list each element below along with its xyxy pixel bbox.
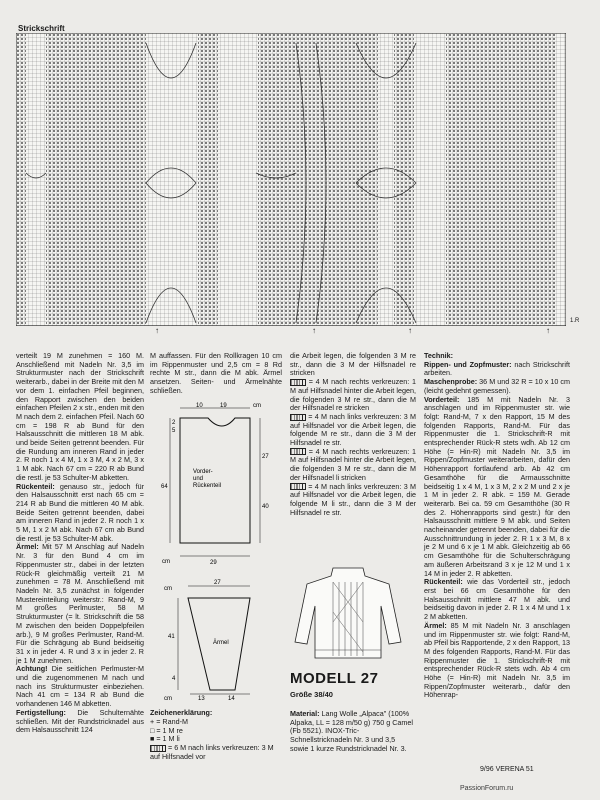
text-column-4 [424, 352, 570, 700]
size-diagram [150, 398, 285, 703]
cable-symbol-icon [290, 448, 306, 455]
paragraph-body: verteilt 19 M zunehmen = 160 M. Anschließend mit Nadeln Nr. 3,5 im Strukturmuster nach der Strickschrift weiterarb., dabei in der Breite mit den M vor dem 1. einfachen Pfeil beginnen, den Rapport zwischen den beiden einfachen Pfeilen 2 x str., enden mit den M nach dem 2. einfachen Pfeil. Nach 60 cm = 198 R ab Bund für den Halsausschnitt die mittleren 18 M abk. und beide Seiten getrennt beenden. Für die Rundung am inneren Rand in jeder 2. R noch 1 x 4 M, 1 x 3 M, 4 x 2 M, 3 x 1 M abk. Nach 67 cm = 220 R ab Bund die restl. je 53 Schulter-M abketten. [16, 351, 144, 482]
paragraph [424, 361, 570, 378]
diagram-bottom-cm: cm [162, 559, 170, 565]
paragraph-body: genauso str., jedoch für den Halsausschnitt erst nach 65 cm = 214 R ab Bund die mittleren 40 M abk. Beide Seiten getrennt beenden, dabei am inneren Rand in jeder 2. R noch 1 x 5 M, 1 x 2 M abk. Nach 67 cm ab Bund die restl. je 53 Schulter-M abk. [16, 481, 144, 543]
sleeve-left-label: 41 [168, 634, 175, 640]
sleeve-cm-label: cm [164, 586, 172, 592]
paragraph-heading: Fertigstellung: [16, 707, 66, 717]
paragraph [424, 622, 570, 700]
diagram-right-label-1: 27 [262, 454, 269, 460]
paragraph-body: = 4 M nach rechts verkreuzen: 1 M auf Hilfsnadel hinter die Arbeit legen, die folgenden 3 M re str., dann die M der Hilfsnadel li stricken [290, 446, 416, 482]
paragraph [424, 378, 570, 395]
paragraph-heading: Ärmel: [16, 542, 39, 552]
text-column-2 [150, 352, 282, 396]
paragraph [16, 709, 144, 735]
diagram-left-label-3: 64 [161, 484, 168, 490]
legend-item-purl: ■ = 1 M li [150, 734, 180, 744]
diagram-center-label: Vorder-und Rückenteil [193, 469, 222, 489]
sleeve-bottom-cm: cm [164, 696, 172, 702]
model-title: MODELL 27 [290, 670, 379, 687]
diagram-left-label-2: 5 [172, 428, 176, 434]
sleeve-bottom-left: 4 [172, 676, 176, 682]
legend-title: Zeichenerklärung: [150, 708, 213, 717]
paragraph-body: M auffassen. Für den Rollkragen 10 cm im Rippenmuster und 2,5 cm = 8 Rd rechte M str., dann die M abk. Ärmel ansetzen. Seiten- und Ärmelnähte schließen. [150, 351, 282, 395]
paragraph-body: = 4 M nach links verkreuzen: 3 M auf Hilfsnadel vor die Arbeit legen, die folgende M re str., dann die 3 M der Hilfsnadel re str. [290, 411, 416, 448]
paragraph-body: Die Schulternähte schließen. Mit der Rundstricknadel aus dem Halsausschnitt 124 [16, 707, 144, 735]
knitting-chart [16, 33, 566, 326]
cable-symbol-icon [290, 414, 306, 421]
paragraph [290, 413, 416, 448]
paragraph-heading: Rückenteil: [16, 481, 55, 491]
page-footer: 9/96 VERENA 51 [480, 766, 534, 773]
paragraph-body: 36 M und 32 R = 10 x 10 cm (leicht gedehnt gemessen). [424, 377, 570, 395]
model-size: Größe 38/40 [290, 690, 333, 699]
diagram-bottom-width: 29 [210, 560, 217, 566]
material-heading: Material: [290, 709, 320, 718]
watermark: PassionForum.ru [460, 785, 514, 792]
diagram-top-label-2: 19 [220, 403, 227, 409]
paragraph [150, 352, 282, 396]
chart-title: Strickschrift [18, 24, 65, 33]
cable-symbol-icon [290, 483, 306, 490]
paragraph [290, 483, 416, 518]
paragraph-body: = 4 M nach links verkreuzen: 3 M auf Hilfsnadel vor die Arbeit legen, die folgende M li str., dann die 3 M der Hilfsnadel re str. [290, 481, 416, 517]
legend [150, 718, 285, 762]
paragraph [290, 352, 416, 378]
paragraph [424, 578, 570, 622]
paragraph-body: Die seitlichen Perlmuster-M und die zugenommenen M nach und nach ins Strukturmuster einbeziehen. Nach 41 cm = 134 R ab Bund die vorhandenen 146 M abketten. [16, 664, 144, 709]
text-column-3 [290, 352, 416, 517]
diagram-left-label-1: 2 [172, 420, 176, 426]
diagram-top-label-cm: cm [253, 403, 261, 409]
legend-item-edge: + = Rand-M [150, 717, 188, 726]
legend-item-knit: □ = 1 M re [150, 725, 183, 735]
paragraph-body: die Arbeit legen, die folgenden 3 M re str., dann die 3 M der Hilfsnadel re stricken [290, 351, 416, 378]
chart-row-label: 1.R [570, 318, 580, 324]
paragraph-heading: Achtung! [16, 664, 48, 674]
paragraph-body: 85 M mit Nadeln Nr. 3 anschlagen und im Rippenmuster str. wie folgt: Rand-M, ab Pfeil bis Rapportende, 2 x den Rapport, 13 M des folgenden Rapports, Rand-M. Für das Rippenmuster die 1. Strickschrift-R mit entsprechender Rück-R stets wdh. Ab 4 cm Höhe (= Hin-R) mit Nadeln Nr. 3,5 im Rippen/Zopfmuster weiterarb., dafür den Höhenrap- [424, 620, 570, 700]
text-column-1 [16, 352, 144, 735]
paragraph [16, 543, 144, 665]
paragraph [16, 352, 144, 483]
paragraph [16, 483, 144, 544]
paragraph-heading: Vorderteil: [424, 394, 460, 404]
paragraph-body: = 4 M nach rechts verkreuzen: 1 M auf Hilfsnadel hinter die Arbeit legen, die folgenden 3 M re str., dann die M der Hilfsnadel re stricken [290, 377, 416, 413]
diagram-top-label-1: 10 [196, 403, 203, 409]
material-text [290, 710, 415, 754]
cable-symbol-icon [290, 379, 306, 386]
sleeve-center-label: Ärmel [213, 640, 229, 646]
diagram-right-label-2: 40 [262, 504, 269, 510]
sweater-illustration [293, 562, 403, 662]
paragraph-heading: Rippen- und Zopfmuster: [424, 359, 512, 369]
sleeve-bottom-1: 13 [198, 696, 205, 702]
magazine-page: Strickschrift ↑ ↑ ↑ ↑ 1.R verteilt 19 M zunehmen = 160 M. Anschließend mit Nadeln Nr. 3,5 im Strukturmuster nach der Strickschrift weiterarb., dabei in der Breite mit den M vor dem 1. einfachen Pfeil beginnen, den Rapport zwischen den beiden einfachen Pfeilen 2 x str., enden mit den M nach dem 2. einfachen Pfeil. Nach 60 cm = 198 R ab Bund für den Halsausschnitt die mittleren 18 M abk. und beide Seiten getrennt beenden. Für die Rundung am inneren Rand in jeder 2. R noch 1 x 4 M, 1 x 3 M, 4 x 2 M, 3 x 1 M abk. Nach 67 cm = 220 R ab Bund die restl. je 53 Schulter-M abketten. Rückenteil: genauso str., jedoch für den Halsausschnitt erst nach 65 cm = 214 R ab Bund die mittleren 40 M abk. Beide Seiten getrennt beenden, dabei am inneren Rand in jeder 2. R noch 1 x 5 M, 1 x 2 M abk. Nach 67 cm ab Bund die restl. je 53 Schulter-M abk. Ärmel: Mit 57 M Anschlag auf Nadeln Nr. 3 für den Bund 4 cm im Rippenmuster str., dabei in der letzten Rück-R gleichmäßig verteilt 21 M zunehmen = 78 M. Anschließend mit Nadeln Nr. 3,5 zunächst in folgender Mustereinteilung weiterstr.: Rand-M, 9 M großes Perlmuster, 58 M Strukturmuster (= lt. Strickschrift die 58 M zwischen den beiden Doppelpfeilen arb.), 9 M großes Perlmuster, Rand-M. Für die Schrägung ab Bund beidseitig 31 x in jeder 4. R und 3 x in jeder 2. R je 1 M zunehmen. Achtung! Die seitlichen Perlmuster-M und die zugenommenen M nach und nach ins Strukturmuster einbeziehen. Nach 41 cm = 134 R ab Bund die vorhandenen 146 M abketten. Fertigstellung: Die Schulternähte schließen. Mit der Rundstricknadel aus dem Halsausschnitt 124 M auffassen. Für den Rollkragen 10 cm im Rippenmuster und 2,5 cm = 8 Rd rechte M str., dann die M abk. Ärmel ansetzen. Seiten- und Ärmelnähte schließen. 10 19 cm 2 5 64 27 40 Vorder-und Rückenteil cm 29 cm 27 41 4 Ärmel cm 13 14 Zeichenerklärung: + = Rand-M □ = 1 M re ■ = 1 M li = 6 M nach links verkreuzen: 3 M auf Hilfsnadel vor die Arbeit legen, die folgenden 3 M re str., dann die 3 M der Hilfsnadel re stricken = 4 M nach rechts verkreuzen: 1 M auf Hilfsnadel hinter die Arbeit legen, die folgenden 3 M re str., dann die M der Hilfsnadel re stricken = 4 M nach links verkreuzen: 3 M auf Hilfsnadel vor die Arbeit legen, die folgende M re str., dann die 3 M der Hilfsnadel re str. = 4 M nach rechts verkreuzen: 1 M auf Hilfsnadel hinter die Arbeit legen, die folgenden 3 M re str., dann die M der Hilfsnadel li stricken = 4 M nach links verkreuzen: 3 M auf Hilfsnadel vor die Arbeit legen, die folgende M li str., dann die 3 M der Hilfsnadel re str. MODELL 27 Größe 38/40 Material: Lang Wolle „Alpaca" (100% Alpaka, LL = 128 m/50 g) 750 g Camel (Fb 5521). INOX-Tric-Schnellstricknadeln Nr. 3 und 3,5 sowie 1 kurze Rundstricknadel Nr. 3. Technik: Rippen- und Zopfmuster: nach Strickschrift arbeiten. Maschenprobe: 36 M und 32 R = 10 x 10 cm (leicht gedehnt gemessen). Vorderteil: 185 M mit Nadeln Nr. 3 anschlagen und im Rippenmuster str. wie folgt: Rand-M, 7 x den Rapport, 15 M des folgenden Rapports, Rand-M. Für das Rippenmuster die 1. Strickschrift-R mit entsprechender Rück-R stets wdh. Ab 12 cm Höhe (= Hin-R) mit Nadeln Nr. 3,5 im Rippen/Zopfmuster weiterarbeiten, dafür den Höhenrapport fortlaufend arb. Ab 42 cm Gesamthöhe für die Armausschnitte beidseitig 1 x 4 M, 1 x 3 M, 2 x 2 M und 2 x je 1 M in jeder 2. R abk. = 159 M. Gerade weiterarb. Bei ca. 59 cm Gesamthöhe (30 R des 2. Höhenrapports sind gestr.) für den Halsausschnitt mittlere 9 M abk. und Seiten nacheinander getrennt beenden, dabei für die Ausschnittrundung in jeder 2. R 1 x 3 M, 8 x je 2 M und 6 x je 1 M abk. Gleichzeitig ab 66 cm Gesamthöhe für die Schulterschrägung am äußeren Arbeitsrand 3 x je 12 M und 1 x 14 M in jeder 2. R abketten. Rückenteil: wie das Vorderteil str., jedoch erst bei 66 cm Gesamthöhe für den Halsausschnitt mittlere 47 M abk. und beidseitig davon in jeder 2. R 1 x 4 M und 1 x 2 M abketten. Ärmel: 85 M mit Nadeln Nr. 3 anschlagen und im Rippenmuster str. wie folgt: Rand-M, ab Pfeil bis Rapportende, 2 x den Rapport, 13 M des folgenden Rapports, Rand-M. Für das Rippenmuster die 1. Strickschrift-R mit entsprechender Rück-R stets wdh. Ab 4 cm Höhe (= Hin-R) mit Nadeln Nr. 3,5 im Rippen/Zopfmuster weiterarb., dafür den Höhenrap- 9/96 VERENA 51 PassionForum.ru [0, 0, 600, 800]
paragraph-heading: Ärmel: [424, 620, 447, 630]
sleeve-bottom-2: 14 [228, 696, 235, 702]
paragraph [290, 378, 416, 413]
material-body: Lang Wolle „Alpaca" (100% Alpaka, LL = 128 m/50 g) 750 g Camel (Fb 5521). INOX-Tric-Schnellstricknadeln Nr. 3 und 3,5 sowie 1 kurze Rundstricknadel Nr. 3. [290, 709, 413, 753]
cable-symbol-icon [150, 745, 166, 752]
paragraph-body: Mit 57 M Anschlag auf Nadeln Nr. 3 für den Bund 4 cm im Rippenmuster str., dabei in der letzten Rück-R gleichmäßig verteilt 21 M zunehmen = 78 M. Anschließend mit Nadeln Nr. 3,5 zunächst in folgender Mustereinteilung weiterstr.: Rand-M, 9 M großes Perlmuster, 58 M Strukturmuster (= lt. Strickschrift die 58 M zwischen den beiden Doppelpfeilen arb.), 9 M großes Perlmuster, Rand-M. Für die Schrägung ab Bund beidseitig 31 x in jeder 4. R und 3 x in jeder 2. R je 1 M zunehmen. [16, 542, 144, 665]
paragraph [290, 448, 416, 483]
paragraph-body: 185 M mit Nadeln Nr. 3 anschlagen und im Rippenmuster str. wie folgt: Rand-M, 7 x den Rapport, 15 M des folgenden Rapports, Rand-M. Für das Rippenmuster die 1. Strickschrift-R mit entsprechender Rück-R stets wdh. Ab 12 cm Höhe (= Hin-R) mit Nadeln Nr. 3,5 im Rippen/Zopfmuster weiterarbeiten, dafür den Höhenrapport fortlaufend arb. Ab 42 cm Gesamthöhe für die Armausschnitte beidseitig 1 x 4 M, 1 x 3 M, 2 x 2 M und 2 x je 1 M in jeder 2. R abk. = 159 M. Gerade weiterarb. Bei ca. 59 cm Gesamthöhe (30 R des 2. Höhenrapports sind gestr.) für den Halsausschnitt mittlere 9 M abk. und Seiten nacheinander getrennt beenden, dabei für die Ausschnittrundung in jeder 2. R 1 x 3 M, 8 x je 2 M und 6 x je 1 M abk. Gleichzeitig ab 66 cm Gesamthöhe für die Schulterschrägung am äußeren Arbeitsrand 3 x je 12 M und 1 x 14 M in jeder 2. R abketten. [424, 394, 570, 578]
paragraph-heading: Maschenprobe: [424, 377, 478, 387]
sleeve-top-label: 27 [214, 580, 221, 586]
paragraph-body: wie das Vorderteil str., jedoch erst bei 66 cm Gesamthöhe für den Halsausschnitt mittlere 47 M abk. und beidseitig davon in jeder 2. R 1 x 4 M und 1 x 2 M abketten. [424, 577, 570, 622]
paragraph [424, 396, 570, 579]
section-heading: Technik: [424, 351, 454, 360]
paragraph [16, 665, 144, 709]
paragraph-heading: Rückenteil: [424, 577, 463, 587]
paragraph-body: nach Strickschrift arbeiten. [424, 359, 570, 378]
legend-item-cable: = 6 M nach links verkreuzen: 3 M auf Hilfsnadel vor [150, 743, 274, 761]
